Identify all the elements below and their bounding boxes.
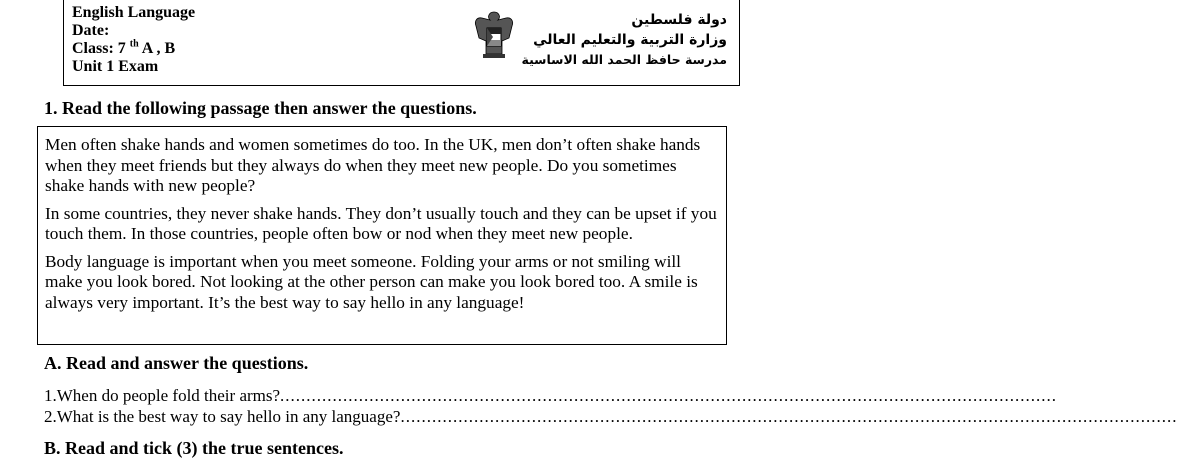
question-1-heading: 1. Read the following passage then answer the questions. <box>44 98 477 118</box>
passage-paragraph-2: In some countries, they never shake hands. They don’t usually touch and they can be upset if you touch them. In those countries, people often bow or nod when they meet new people. <box>45 203 717 243</box>
unit-label: Unit 1 Exam <box>72 58 159 75</box>
subject-label: English Language <box>72 4 196 21</box>
answer-line-a1[interactable]: .................................................................................................................................................... <box>280 386 1058 405</box>
exam-header <box>63 0 740 86</box>
question-a2: 2. What is the best way to say hello in any language? .................................................................................................................................................... <box>44 407 1177 426</box>
class-label: Class: 7 $^{th}$ A , B <box>72 38 176 57</box>
palestine-emblem-icon <box>472 8 516 60</box>
date-label: Date: <box>72 22 110 39</box>
arabic-school: مدرسة حافظ الحمد الله الاساسية <box>521 52 727 67</box>
answer-line-a2[interactable]: .................................................................................................................................................... <box>400 407 1177 426</box>
header-arabic <box>521 10 727 70</box>
passage-paragraph-1: Men often shake hands and women sometimes do too. In the UK, men don’t often shake hands when they meet friends but they always do when they meet new people. Do you sometimes shake hands with new people? <box>45 135 701 195</box>
header-info <box>72 4 195 76</box>
section-a-heading: A. Read and answer the questions. <box>44 353 309 373</box>
question-a2-text: What is the best way to say hello in any language? <box>56 407 401 426</box>
question-a1-text: When do people fold their arms? <box>56 386 281 405</box>
arabic-ministry: وزارة التربية والتعليم العالي <box>533 32 727 48</box>
passage-paragraph-3: Body language is important when you meet someone. Folding your arms or not smiling will make you look bored. Not looking at the other person can make you look bored too. A smile is always very important. It’s the best way to say hello in any language! <box>45 251 698 312</box>
question-a1: 1. When do people fold their arms? .................................................................................................................................................... <box>44 386 1058 405</box>
section-b-heading: B. Read and tick (3) the true sentences. <box>44 438 344 458</box>
arabic-state: دولة فلسطين <box>631 12 727 28</box>
reading-passage <box>37 126 727 345</box>
